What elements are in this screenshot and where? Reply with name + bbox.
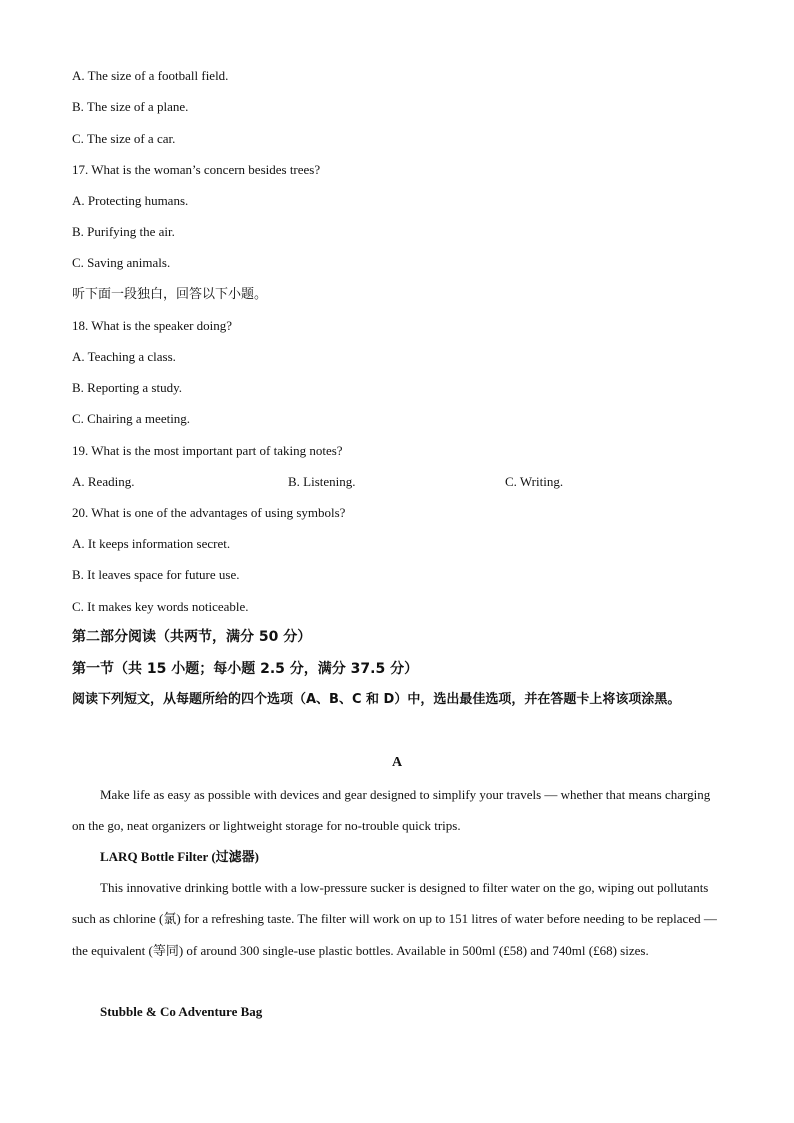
q16-option-b: B. The size of a plane. xyxy=(72,99,189,114)
q16-option-c: C. The size of a car. xyxy=(72,131,176,146)
q20-option-a: A. It keeps information secret. xyxy=(72,536,231,551)
q19-question: 19. What is the most important part of taking notes? xyxy=(72,443,343,458)
q17-question: 17. What is the woman’s concern besides trees? xyxy=(72,162,321,177)
q20-question: 20. What is one of the advantages of using symbols? xyxy=(72,505,346,520)
q19-option-c: C. Writing. xyxy=(505,474,564,489)
q19-option-a: A. Reading. xyxy=(72,474,135,489)
section1-heading: 第一节（共 15 小题；每小题 2.5 分，满分 37.5 分） xyxy=(72,661,419,677)
reading-instruction: 阅读下列短文，从每题所给的四个选项（A、B、C 和 D）中，选出最佳选项，并在答题卡上将该项涂黑。 xyxy=(72,692,681,707)
q18-option-c: C. Chairing a meeting. xyxy=(72,411,191,426)
q16-option-a: A. The size of a football field. xyxy=(72,68,229,83)
item1-body: This innovative drinking bottle with a low-pressure sucker is designed to filter water on the go, wiping out pollutants such as chlorine (氯) for a refreshing taste. The filter will work on up to 151 litres of water before needing to be replaced — the equivalent (等同) of around 300 single-use plastic bottles. Available in 500ml (£58) and 740ml (£68) sizes. xyxy=(72,880,717,958)
q17-option-b: B. Purifying the air. xyxy=(72,224,175,239)
q18-option-a: A. Teaching a class. xyxy=(72,349,176,364)
q17-option-c: C. Saving animals. xyxy=(72,255,171,270)
item2-title: Stubble & Co Adventure Bag xyxy=(100,1004,263,1019)
q18-option-b: B. Reporting a study. xyxy=(72,380,183,395)
q18-question: 18. What is the speaker doing? xyxy=(72,318,233,333)
q19-option-b: B. Listening. xyxy=(288,474,356,489)
monologue-instruction: 听下面一段独白，回答以下小题。 xyxy=(72,287,268,302)
passage-intro: Make life as easy as possible with devices and gear designed to simplify your travels — whether that means charging on the go, neat organizers or lightweight storage for no-trouble quick trips. xyxy=(72,787,711,834)
item1-title: LARQ Bottle Filter (过滤器) xyxy=(100,849,259,864)
passage-letter: A xyxy=(391,755,403,770)
q20-option-c: C. It makes key words noticeable. xyxy=(72,599,249,614)
part2-heading: 第二部分阅读（共两节，满分 50 分） xyxy=(72,629,312,645)
q20-option-b: B. It leaves space for future use. xyxy=(72,567,240,582)
q17-option-a: A. Protecting humans. xyxy=(72,193,189,208)
